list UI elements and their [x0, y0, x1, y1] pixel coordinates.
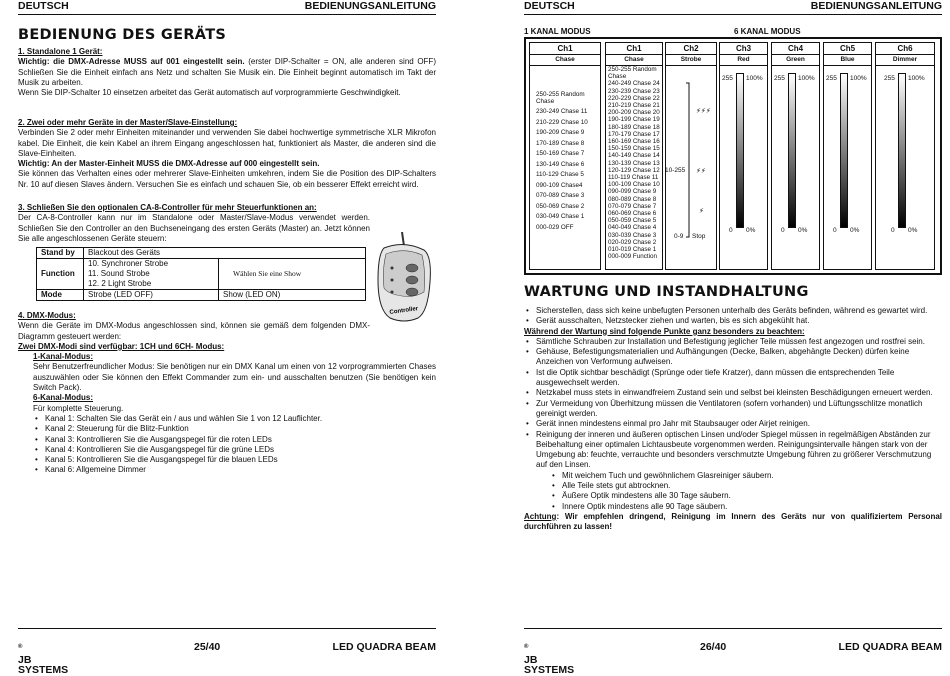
function-items: [84, 259, 219, 290]
mode6-ch5-column: [823, 42, 872, 270]
chase-range-item: 230-249 Chase 11: [536, 108, 588, 116]
chase-range-item: 090-099 Chase 9: [608, 188, 657, 196]
mode6-ch2-column: [665, 42, 717, 270]
controller-heading: 3. Schließen Sie den optionalen CA-8-Controller für mehr Steuerfunktionen an:: [18, 203, 317, 212]
footer-brand: JB SYSTEMS ®: [524, 644, 575, 676]
chase-range-item: 160-169 Chase 16: [608, 138, 660, 146]
mode6-ch6-column: [875, 42, 935, 270]
header-manual-title: BEDIENUNGSANLEITUNG: [304, 0, 436, 12]
header-language: DEUTSCH: [18, 0, 69, 12]
mode1-heading: 1-Kanal-Modus:: [33, 352, 93, 362]
attention-text: : Wir empfehlen dringend, Reinigung im Innern des Geräts nur von qualifiziertem Personal durchführen zu lassen!: [524, 511, 942, 532]
chase-range-item: 230-239 Chase 23: [608, 87, 660, 95]
function-label: Function: [37, 259, 84, 290]
level-gradient: [898, 73, 906, 228]
chase-range-item: 200-209 Chase 20: [608, 109, 660, 117]
lightning-icon: ⚡⚡: [696, 167, 706, 175]
level-min-percent: 0%: [798, 227, 808, 234]
chase-range-item: 250-255 Random Chase: [536, 91, 585, 106]
chase-range-item: 150-169 Chase 7: [536, 150, 585, 158]
master-slave-text-2: Sie können das Verhalten eines oder mehrerer Slave-Einheiten umkehren, indem Sie die Position des DIP-Schalters Nr. 10 auf diesen Slaves ändern. Versuchen Sie es einfach und schauen Sie, ob ein besserer Effekt erreicht wird.: [18, 169, 436, 189]
attention-label: Achtung: [524, 511, 557, 521]
level-max-value: 255: [884, 75, 895, 82]
maintenance-item: • Gerät innen mindestens einmal pro Jahr mit Staubsauger oder Airjet reinigen.: [524, 419, 942, 429]
standalone-body: (erster DIP-Schalter = ON, alle anderen sind OFF) Schließen Sie die Einheit einfach ans Netz und schalten Sie Musik ein. Die Einheit beginnt automatisch im Takt der Musik zu arbeiten.: [18, 57, 436, 87]
chase-range-item: 110-129 Chase 5: [536, 171, 584, 179]
standby-value: Blackout des Geräts: [84, 248, 366, 259]
maintenance-item: • Ist die Optik sichtbar beschädigt (Sprünge oder tiefe Kratzer), dann müssen die entsprechenden Teile ausgewechselt werden.: [524, 368, 942, 389]
dmx-diagram: [524, 37, 942, 275]
channel-item: • Kanal 2: Steuerung für die Blitz-Funktion: [33, 424, 436, 434]
chase-range-item: 240-249 Chase 24: [608, 80, 660, 88]
level-min-value: 0: [781, 227, 785, 234]
chase-range-item: 010-019 Chase 1: [608, 246, 657, 254]
mode1-text: Sehr Benutzerfreundlicher Modus: Sie benötigen nur ein DMX Kanal um einen von 12 vorprogrammierten Chases auszuwählen oder Sie können den Effekt Commander zum ein- und ausschalten benutzen (Sie benötigen kein Switch Pack).: [33, 362, 436, 393]
mode1-ch1-column: [529, 42, 601, 270]
chase-range-item: 170-179 Chase 17: [608, 130, 660, 138]
strobe-off-range-label: 0-9: [674, 233, 684, 240]
channel-header: Ch4: [772, 43, 819, 55]
page-header: [18, 1, 436, 15]
chase-range-item: 030-049 Chase 1: [536, 213, 585, 221]
maintenance-item: • Gehäuse, Befestigungsmaterialien und Aufhängungen (Decke, Balken, abgehängte Decken) dürfen keine Anzeichen von Verformung aufweisen.: [524, 347, 942, 368]
function-note: Wählen Sie eine Show: [219, 259, 366, 290]
chase-range-item: 130-149 Chase 6: [536, 160, 585, 168]
master-slave-important: Wichtig: An der Master-Einheit MUSS die DMX-Adresse auf 000 eingestellt sein.: [18, 159, 320, 169]
channel-item: • Kanal 5: Kontrollieren Sie die Ausgangspegel für die blauen LEDs: [33, 455, 436, 465]
lightning-icon: ⚡: [699, 207, 704, 215]
level-max-value: 255: [826, 75, 837, 82]
function-item: 12. 2 Light Strobe: [88, 279, 152, 288]
cleaning-sublist: [524, 471, 942, 512]
channel-header: Ch6: [876, 43, 934, 55]
level-gradient: [736, 73, 744, 228]
chase-range-item: 130-139 Chase 13: [608, 159, 660, 167]
chase-range-item: 120-129 Chase 12: [608, 166, 660, 174]
cleaning-item: • Mit weichem Tuch und gewöhnlichem Glasreiniger säubern.: [550, 471, 942, 481]
chase-range-item: 070-079 Chase 7: [608, 202, 657, 210]
lightning-icon: ⚡⚡⚡: [696, 107, 711, 115]
standalone-text-2: Wenn Sie DIP-Schalter 10 einsetzen arbeitet das Gerät automatisch auf vorprogrammierte Geschwindigkeit.: [18, 88, 401, 98]
channel-function: Chase: [606, 55, 662, 66]
mode6-text: Für komplette Steuerung.: [33, 403, 124, 413]
header-manual-title: BEDIENUNGSANLEITUNG: [810, 0, 942, 12]
chase-range-item: 180-189 Chase 18: [608, 123, 660, 131]
level-min-value: 0: [891, 227, 895, 234]
standby-label: Stand by: [37, 248, 84, 259]
section-title: WARTUNG UND INSTANDHALTUNG: [524, 284, 809, 300]
chase-range-item: 110-119 Chase 11: [608, 174, 659, 182]
dmx-text: Wenn die Geräte im DMX-Modus angeschlossen sind, können sie gemäß dem folgenden DMX-Diagramm gesteuert werden:: [18, 321, 370, 341]
channel-header: Ch1: [606, 43, 662, 55]
footer-product: LED QUADRA BEAM: [838, 641, 942, 653]
level-max-value: 255: [722, 75, 733, 82]
level-max-value: 255: [774, 75, 785, 82]
precaution-item: • Sicherstellen, dass sich keine unbefugten Personen unterhalb des Geräts befinden, während es gewartet wird.: [524, 306, 942, 316]
precaution-item: • Gerät ausschalten, Netzstecker ziehen und warten, bis es sich abgekühlt hat.: [524, 316, 942, 326]
chase-range-item: 140-149 Chase 14: [608, 152, 660, 160]
chase-range-item: 170-189 Chase 8: [536, 139, 585, 147]
level-min-percent: 0%: [746, 227, 756, 234]
footer-brand: JB SYSTEMS ®: [18, 644, 69, 676]
maintenance-item: • Netzkabel muss stets in einwandfreiem Zustand sein und selbst bei kleinsten Beschädigungen erneuert werden.: [524, 388, 942, 398]
level-min-value: 0: [833, 227, 837, 234]
channel-function: Dimmer: [876, 55, 934, 66]
maintenance-heading: Während der Wartung sind folgende Punkte ganz besonders zu beachten:: [524, 326, 805, 336]
chase-range-item: 030-039 Chase 3: [608, 231, 657, 239]
page-header: [524, 1, 942, 15]
footer-page-number: 25/40: [194, 641, 221, 653]
strobe-range-label: 10-255: [665, 167, 686, 174]
channel-header: Ch5: [824, 43, 871, 55]
level-min-percent: 0%: [850, 227, 860, 234]
strobe-stop-label: Stop: [692, 233, 706, 240]
maintenance-item: • Sämtliche Schrauben zur Installation und Befestigung jeglicher Teile müssen fest angezogen und rostfrei sein.: [524, 337, 942, 347]
channel-function: Chase: [530, 55, 600, 66]
level-max-percent: 100%: [746, 75, 763, 82]
cleaning-item: • Äußere Optik mindestens alle 30 Tage säubern.: [550, 491, 942, 501]
chase-range-item: 050-069 Chase 2: [536, 202, 585, 210]
footer-page-number: 26/40: [700, 641, 727, 653]
mode-label: Mode: [37, 290, 84, 301]
level-max-percent: 100%: [850, 75, 867, 82]
chase-range-item: 190-199 Chase 19: [608, 116, 660, 124]
standalone-heading: 1. Standalone 1 Gerät:: [18, 47, 103, 56]
level-max-percent: 100%: [798, 75, 815, 82]
precaution-list: [524, 306, 942, 327]
left-page: [18, 0, 436, 676]
controller-functions-table: [36, 247, 366, 301]
mode1-chase-list: [530, 66, 600, 231]
section-master-slave: [18, 118, 436, 190]
cleaning-item: • Alle Teile stets gut abtrocknen.: [550, 481, 942, 491]
mode6-ch1-column: [605, 42, 663, 270]
mode6-heading: 6-Kanal-Modus:: [33, 393, 93, 403]
channel-item: • Kanal 6: Allgemeine Dimmer: [33, 465, 436, 475]
channel-header: Ch1: [530, 43, 600, 55]
controller-text: Der CA-8-Controller kann nur im Standalone oder Master/Slave-Modus verwendet werden. Schließen Sie den Controller an den Buchseneingang des ersten Geräts (Master) an. Jetzt können Sie alle angeschlossenen Geräte steuern:: [18, 213, 370, 243]
chase-range-item: 150-159 Chase 15: [608, 145, 660, 153]
cleaning-item: • Innere Optik mindestens alle 90 Tage säubern.: [550, 502, 942, 512]
chase-range-item: 210-229 Chase 10: [536, 118, 588, 126]
maintenance-item: • Zur Vermeidung von Überhitzung müssen die Ventilatoren (sofern vorhanden) und Lüftungsschlitze monatlich gereinigt werden.: [524, 399, 942, 420]
maintenance-item: • Reinigung der inneren und äußeren optischen Linsen und/oder Spiegel müssen in regelmäßigen Abständen zur Beibehaltung einer optimalen Lichtausbeute vorgenommen werden. Reinigungsintervalle hängen stark von der Umgebung ab: feuchte, verrauchte und besonders verschmutzte Umgebung führen zu größerer Verschmutzung auf den Linsen.: [524, 430, 942, 471]
chase-range-item: 000-009 Function: [608, 253, 658, 261]
maintenance-section: [524, 306, 942, 533]
mode6-ch3-column: [719, 42, 768, 270]
dmx-heading: 4. DMX-Modus:: [18, 311, 76, 320]
channel-header: Ch3: [720, 43, 767, 55]
channel-function: Green: [772, 55, 819, 66]
mode6-ch4-column: [771, 42, 820, 270]
function-item: 11. Sound Strobe: [88, 269, 150, 278]
chase-range-item: 220-229 Chase 22: [608, 94, 660, 102]
standalone-text: [18, 57, 436, 88]
header-language: DEUTSCH: [524, 0, 575, 12]
chase-range-item: 040-049 Chase 4: [608, 224, 657, 232]
master-slave-heading: 2. Zwei oder mehr Geräte in der Master/Slave-Einstellung:: [18, 118, 238, 127]
chase-range-item: 090-109 Chase4: [536, 181, 583, 189]
channel-item: • Kanal 3: Kontrollieren Sie die Ausgangspegel für die roten LEDs: [33, 435, 436, 445]
channel-item: • Kanal 4: Kontrollieren Sie die Ausgangspegel für die grüne LEDs: [33, 445, 436, 455]
chase-range-item: 190-209 Chase 9: [536, 129, 585, 137]
chase-range-item: 050-059 Chase 5: [608, 217, 657, 225]
footer-product: LED QUADRA BEAM: [332, 641, 436, 653]
section-standalone: [18, 47, 436, 98]
channel-list: [33, 414, 436, 476]
level-max-percent: 100%: [908, 75, 925, 82]
chase-range-item: 210-219 Chase 21: [608, 102, 660, 110]
attention-note: [524, 512, 942, 533]
standalone-important: Wichtig: die DMX-Adresse MUSS auf 001 eingestellt sein.: [18, 57, 245, 67]
master-slave-text: Verbinden Sie 2 oder mehr Einheiten miteinander und verwenden Sie dabei hochwertige symmetrische XLR Mikrofon kabel. Die Einheit, die kein Kabel an ihrem Eingang angeschlossen hat, funktioniert als Master, die anderen sind die Slave-Einheiten.: [18, 128, 436, 158]
chase-range-item: 250-255 Random Chase: [608, 66, 657, 81]
section-dmx: [18, 311, 436, 476]
level-gradient: [840, 73, 848, 228]
page-footer: [18, 628, 436, 676]
level-min-value: 0: [729, 227, 733, 234]
channel-function: Blue: [824, 55, 871, 66]
level-min-percent: 0%: [908, 227, 918, 234]
page-footer: [524, 628, 942, 676]
chase-range-item: 100-109 Chase 10: [608, 181, 660, 189]
channel-function: Red: [720, 55, 767, 66]
mode6-title: 6 KANAL MODUS: [734, 27, 801, 36]
mode-value-show: Show (LED ON): [219, 290, 366, 301]
chase-range-item: 000-029 OFF: [536, 223, 574, 231]
right-page: [524, 0, 942, 676]
chase-range-item: 070-089 Chase 3: [536, 192, 585, 200]
channel-header: Ch2: [666, 43, 716, 55]
function-item: 10. Synchroner Strobe: [88, 259, 169, 268]
maintenance-list: [524, 337, 942, 471]
mode1-title: 1 KANAL MODUS: [524, 27, 591, 36]
level-gradient: [788, 73, 796, 228]
channel-function: Strobe: [666, 55, 716, 66]
dmx-modes-heading: Zwei DMX-Modi sind verfügbar: 1CH und 6CH- Modus:: [18, 341, 225, 351]
mode-value-strobe: Strobe (LED OFF): [84, 290, 219, 301]
section-title: BEDIENUNG DES GERÄTS: [18, 27, 227, 43]
chase-range-item: 060-069 Chase 6: [608, 210, 657, 218]
mode6-chase-list: [606, 66, 662, 260]
controller-label: Controller: [389, 306, 419, 316]
chase-range-item: 020-029 Chase 2: [608, 238, 657, 246]
channel-item: • Kanal 1: Schalten Sie das Gerät ein / aus und wählen Sie 1 von 12 Lauflichter.: [33, 414, 436, 424]
chase-range-item: 080-089 Chase 8: [608, 195, 657, 203]
